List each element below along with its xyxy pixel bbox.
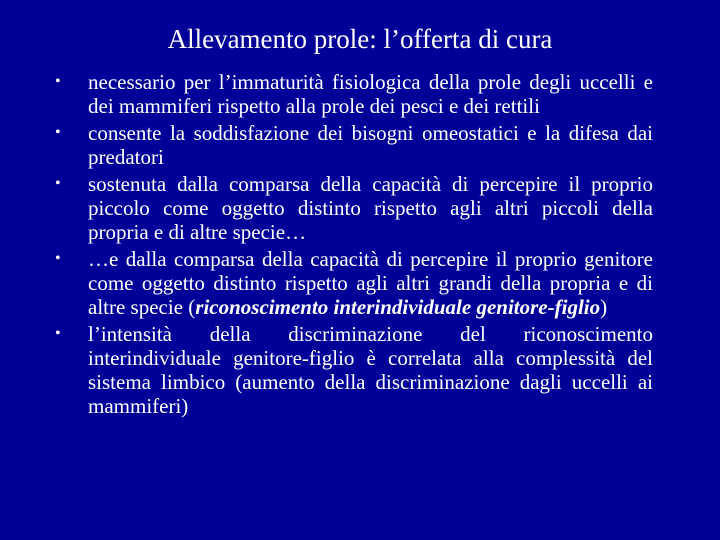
bullet-item <box>55 247 653 319</box>
bullet-marker: • <box>55 124 61 141</box>
bullet-text-after: ) <box>600 295 608 319</box>
bullet-emphasis: riconoscimento interindividuale genitore-figlio <box>195 295 601 319</box>
bullet-marker: • <box>55 175 61 192</box>
bullet-item <box>55 322 653 418</box>
bullet-item <box>55 172 653 244</box>
bullet-text <box>88 247 653 319</box>
bullet-text: sostenuta dalla comparsa della capacità di percepire il proprio piccolo come oggetto distinto rispetto agli altri piccoli della propria e di altre specie… <box>88 172 653 244</box>
bullet-marker: • <box>55 250 61 267</box>
bullet-text: consente la soddisfazione dei bisogni omeostatici e la difesa dai predatori <box>88 121 653 169</box>
bullet-text: necessario per l’immaturità fisiologica della prole degli uccelli e dei mammiferi rispetto alla prole dei pesci e dei rettili <box>88 70 653 118</box>
bullet-list <box>55 70 653 421</box>
bullet-text: l’intensità della discriminazione del riconoscimento interindividuale genitore-figlio è correlata alla complessità del sistema limbico (aumento della discriminazione dagli uccelli ai mammiferi) <box>88 322 653 418</box>
bullet-text-before: …e dalla comparsa della capacità di percepire il proprio genitore come oggetto distinto rispetto agli altri grandi della propria e di altre specie ( <box>88 247 653 319</box>
bullet-item <box>55 70 653 118</box>
bullet-marker: • <box>55 73 61 90</box>
slide-title: Allevamento prole: l’offerta di cura <box>167 24 553 54</box>
bullet-marker: • <box>55 325 61 342</box>
bullet-item <box>55 121 653 169</box>
